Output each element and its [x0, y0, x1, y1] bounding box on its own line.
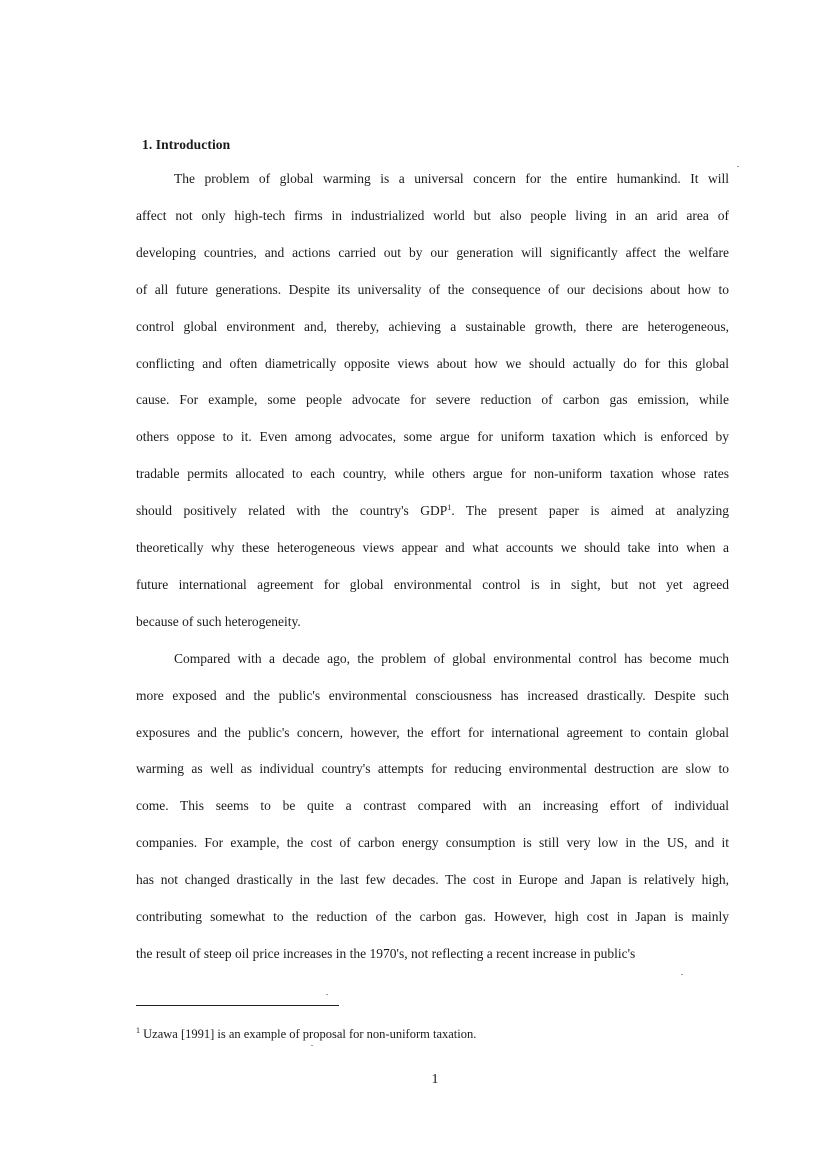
text-line: contributing somewhat to the reduction of the carbon gas. However, high cost in Japan is mainly	[136, 909, 729, 924]
page-number: 1	[431, 1072, 439, 1087]
text-line: conflicting and often diametrically opposite views about how we should actually do for this global	[136, 355, 729, 371]
scan-speck	[737, 166, 739, 167]
footnote-reference: 1	[447, 503, 452, 513]
text-line: has not changed drastically in the last few decades. The cost in Europe and Japan is relatively high,	[136, 872, 729, 888]
text-line: because of such heterogeneity.	[136, 613, 301, 629]
text-line: others oppose to it. Even among advocates, some argue for uniform taxation which is enforced by	[136, 429, 729, 445]
text-line: The problem of global warming is a universal concern for the entire humankind. It will	[174, 171, 729, 186]
text-segment: . The present paper is aimed at analyzing	[451, 503, 729, 519]
text-line: affect not only high-tech firms in industrialized world but also people living in an arid area of	[136, 207, 729, 223]
scan-speck	[311, 1045, 313, 1046]
text-line: exposures and the public's concern, however, the effort for international agreement to contain global	[136, 724, 729, 740]
text-line: come. This seems to be quite a contrast compared with an increasing effort of individual	[136, 798, 729, 814]
text-line: Compared with a decade ago, the problem of global environmental control has become much	[174, 650, 729, 666]
footnote-separator	[136, 1005, 339, 1006]
text-line: the result of steep oil price increases in the 1970's, not reflecting a recent increase in public's	[136, 945, 636, 961]
footnote-text: Uzawa [1991] is an example of proposal for non-uniform taxation.	[140, 1027, 477, 1041]
section-heading: 1. Introduction	[142, 137, 231, 152]
text-line: tradable permits allocated to each country, while others argue for non-uniform taxation whose rates	[136, 466, 729, 482]
text-line: cause. For example, some people advocate for severe reduction of carbon gas emission, while	[136, 392, 729, 408]
text-line: companies. For example, the cost of carbon energy consumption is still very low in the US, and it	[136, 835, 729, 851]
text-line: developing countries, and actions carried out by our generation will significantly affect the welfare	[136, 244, 729, 260]
text-line: of all future generations. Despite its universality of the consequence of our decisions about how to	[136, 281, 729, 297]
text-line: theoretically why these heterogeneous views appear and what accounts we should take into when a	[136, 540, 729, 555]
footnote	[136, 1027, 476, 1042]
text-segment: should positively related with the country's GDP	[136, 503, 448, 519]
footnote-marker: 1	[136, 1026, 140, 1035]
text-line	[136, 503, 729, 519]
scan-speck	[326, 994, 328, 995]
text-line: control global environment and, thereby, achieving a sustainable growth, there are heterogeneous,	[136, 318, 729, 334]
scan-speck	[681, 974, 683, 975]
text-line: more exposed and the public's environmental consciousness has increased drastically. Despite such	[136, 687, 729, 703]
text-line: warming as well as individual country's attempts for reducing environmental destruction are slow to	[136, 761, 729, 777]
text-line: future international agreement for global environmental control is in sight, but not yet agreed	[136, 576, 729, 592]
